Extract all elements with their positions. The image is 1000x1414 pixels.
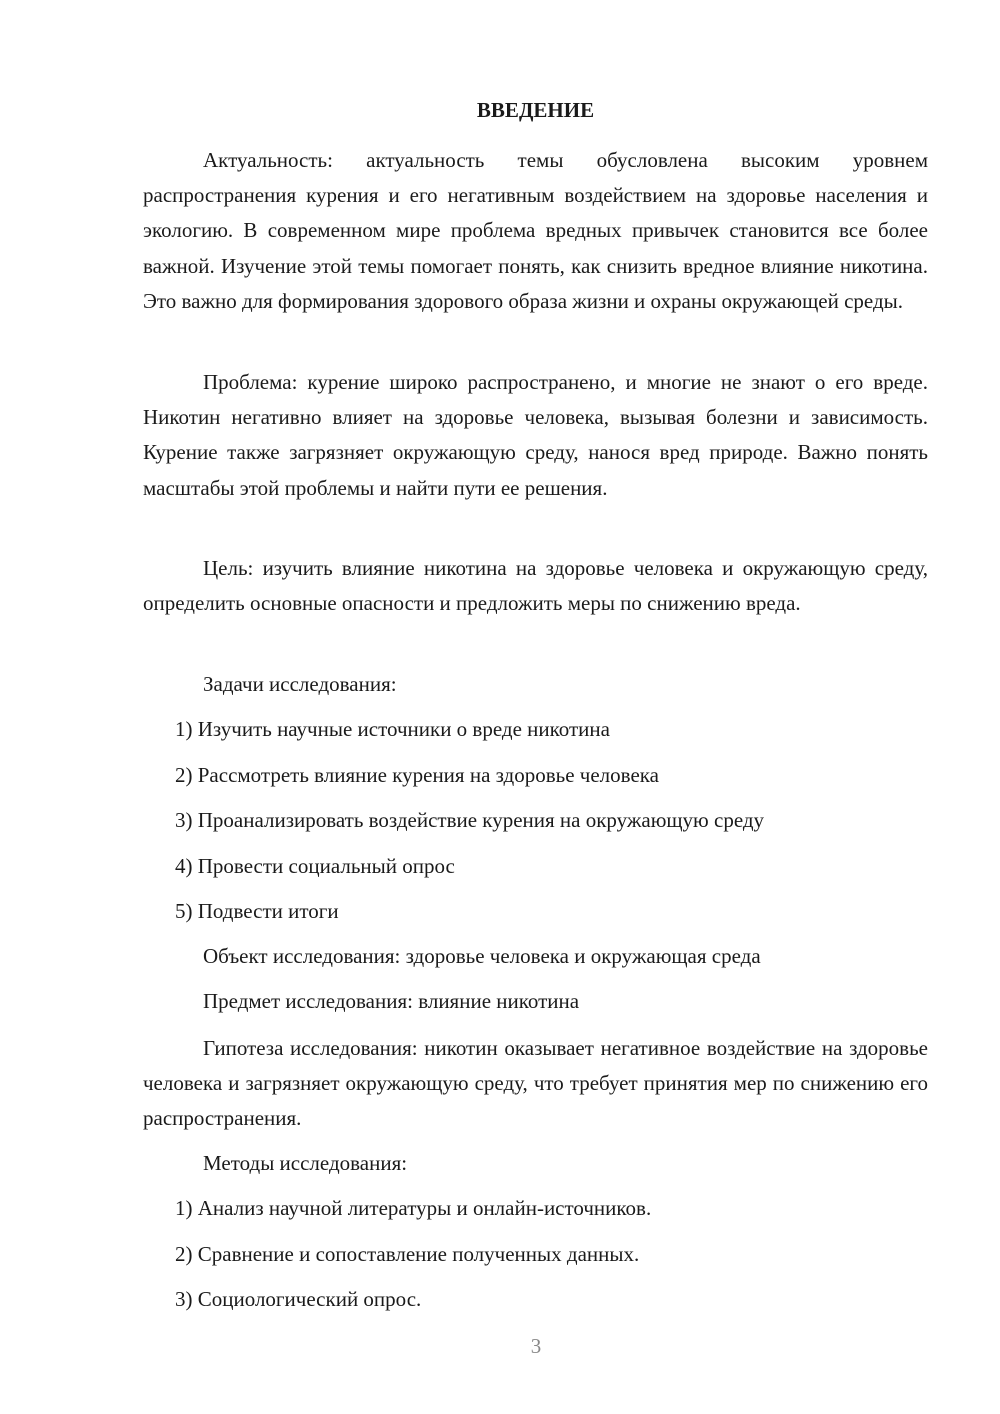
methods-heading: Методы исследования: bbox=[203, 1151, 408, 1175]
paragraph-relevance: Актуальность: актуальность темы обусловлена высоким уровнем распространения курения и его негативным воздействием на здоровье населения и экологию. В современном мире проблема вредных привычек становится все более важной. Изучение этой темы помогает понять, как снизить вредное влияние никотина. Это важно для формирования здорового образа жизни и охраны окружающей среды. bbox=[143, 148, 928, 313]
paragraph-hypothesis: Гипотеза исследования: никотин оказывает негативное воздействие на здоровье человека и загрязняет окружающую среду, что требует принятия мер по снижению его распространения. bbox=[143, 1036, 928, 1131]
page-number: 3 bbox=[530, 1334, 542, 1358]
research-object: Объект исследования: здоровье человека и окружающая среда bbox=[203, 944, 761, 968]
task-item-1: 1) Изучить научные источники о вреде никотина bbox=[175, 717, 610, 741]
method-item-2: 2) Сравнение и сопоставление полученных данных. bbox=[175, 1242, 640, 1266]
task-item-4: 4) Провести социальный опрос bbox=[175, 854, 455, 878]
paragraph-problem: Проблема: курение широко распространено, и многие не знают о его вреде. Никотин негативно влияет на здоровье человека, вызывая болезни и зависимость. Курение также загрязняет окружающую среду, нанося вред природе. Важно понять масштабы этой проблемы и найти пути ее решения. bbox=[143, 370, 928, 500]
task-item-3: 3) Проанализировать воздействие курения на окружающую среду bbox=[175, 808, 765, 832]
tasks-heading: Задачи исследования: bbox=[203, 672, 397, 696]
task-item-5: 5) Подвести итоги bbox=[175, 899, 339, 923]
method-item-3: 3) Социологический опрос. bbox=[175, 1287, 422, 1311]
method-item-1: 1) Анализ научной литературы и онлайн-источников. bbox=[175, 1196, 652, 1220]
research-subject: Предмет исследования: влияние никотина bbox=[203, 989, 580, 1013]
page-title: ВВЕДЕНИЕ bbox=[476, 98, 595, 122]
task-item-2: 2) Рассмотреть влияние курения на здоровье человека bbox=[175, 763, 659, 787]
paragraph-goal: Цель: изучить влияние никотина на здоровье человека и окружающую среду, определить основные опасности и предложить меры по снижению вреда. bbox=[143, 556, 928, 616]
